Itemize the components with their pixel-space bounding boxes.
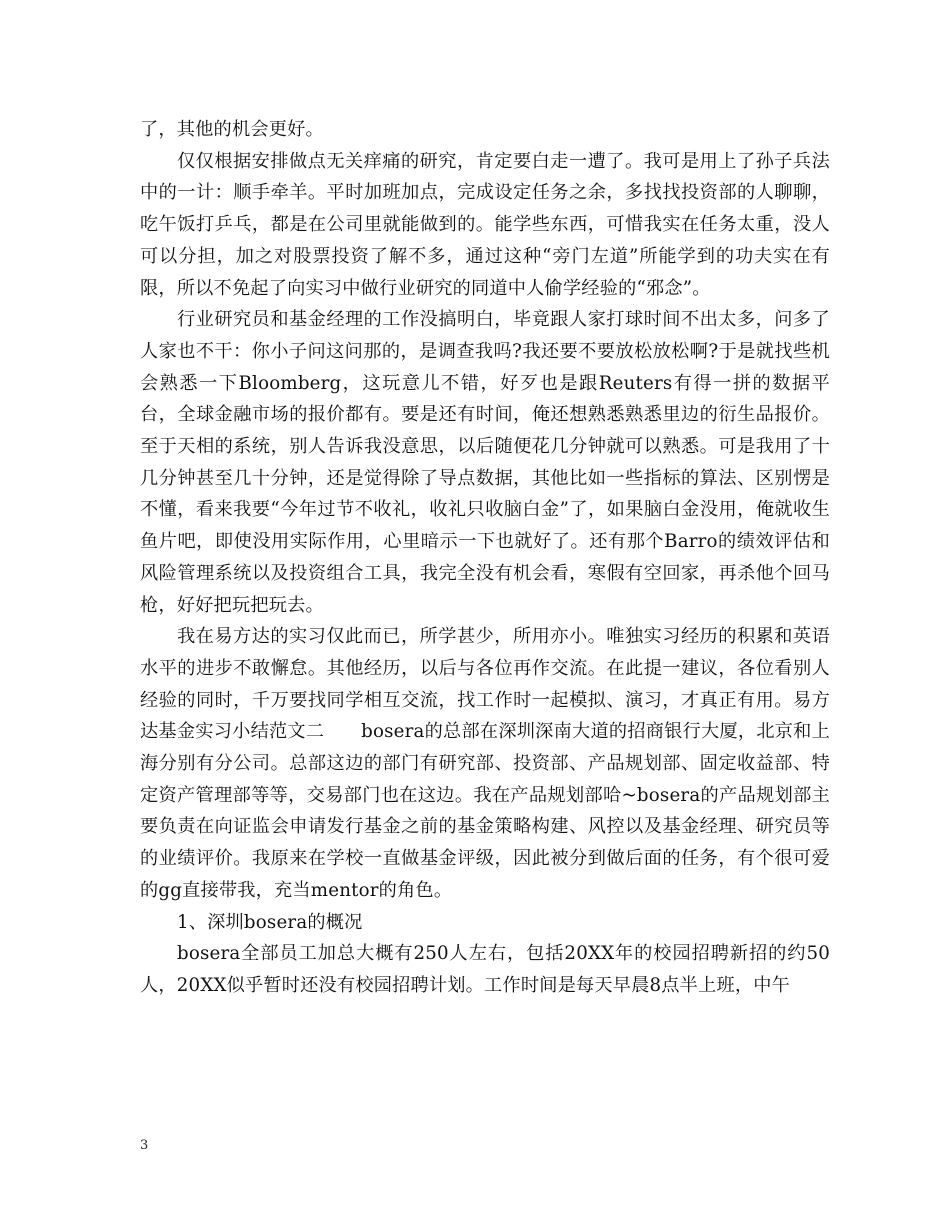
paragraph-3: 行业研究员和基金经理的工作没搞明白，毕竟跟人家打球时间不出太多，问多了人家也不干：你小子问这问那的，是调查我吗?我还要不要放松放松啊?于是就找些机会熟悉一下Bloomberg，这玩意儿不错，好歹也是跟Reuters有得一拼的数据平台，全球金融市场的报价都有。要是还有时间，俺还想熟悉熟悉里边的衍生品报价。至于天相的系统，别人告诉我没意思，以后随便花几分钟就可以熟悉。可是我用了十几分钟甚至几十分钟，还是觉得除了导点数据，其他比如一些指标的算法、区别愣是不懂，看来我要“今年过节不收礼，收礼只收脑白金”了，如果脑白金没用，俺就收生鱼片吧，即使没用实际作用，心里暗示一下也就好了。还有那个Barro的绩效评估和风险管理系统以及投资组合工具，我完全没有机会看，寒假有空回家，再杀他个回马枪，好好把玩把玩去。: [140, 309, 830, 616]
paragraph-5: bosera全部员工加总大概有250人左右，包括20XX年的校园招聘新招的约50人，20XX似乎暂时还没有校园招聘计划。工作时间是每天早晨8点半上班，中午: [140, 943, 830, 996]
paragraph-4: 我在易方达的实习仅此而已，所学甚少，所用亦小。唯独实习经历的积累和英语水平的进步不敢懈怠。其他经历，以后与各位再作交流。在此提一建议，各位看别人经验的同时，千万要找同学相互交流，找工作时一起模拟、演习，才真正有用。易方达基金实习小结范文二 bosera的总部在深圳深南大道的招商银行大厦，北京和上海分别有分公司。总部这边的部门有研究部、投资部、产品规划部、固定收益部、特定资产管理部等等，交易部门也在这边。我在产品规划部哈~bosera的产品规划部主要负责在向证监会申请发行基金之前的基金策略构建、风控以及基金经理、研究员等的业绩评价。我原来在学校一直做基金评级，因此被分到做后面的任务，有个很可爱的gg直接带我，充当mentor的角色。: [140, 626, 830, 901]
section-heading: 1、深圳bosera的概况: [177, 911, 363, 933]
document-body: [140, 114, 830, 1002]
paragraph-2: 仅仅根据安排做点无关痒痛的研究，肯定要白走一遭了。我可是用上了孙子兵法中的一计：顺手牵羊。平时加班加点，完成设定任务之余，多找找投资部的人聊聊，吃午饭打乒乓，都是在公司里就能做到的。能学些东西，可惜我实在任务太重，没人可以分担，加之对股票投资了解不多，通过这种“旁门左道”所能学到的功夫实在有限，所以不免起了向实习中做行业研究的同道中人偷学经验的“邪念”。: [140, 150, 830, 299]
paragraph-1: 了，其他的机会更好。: [140, 119, 324, 140]
page-number: 3: [140, 1138, 149, 1153]
